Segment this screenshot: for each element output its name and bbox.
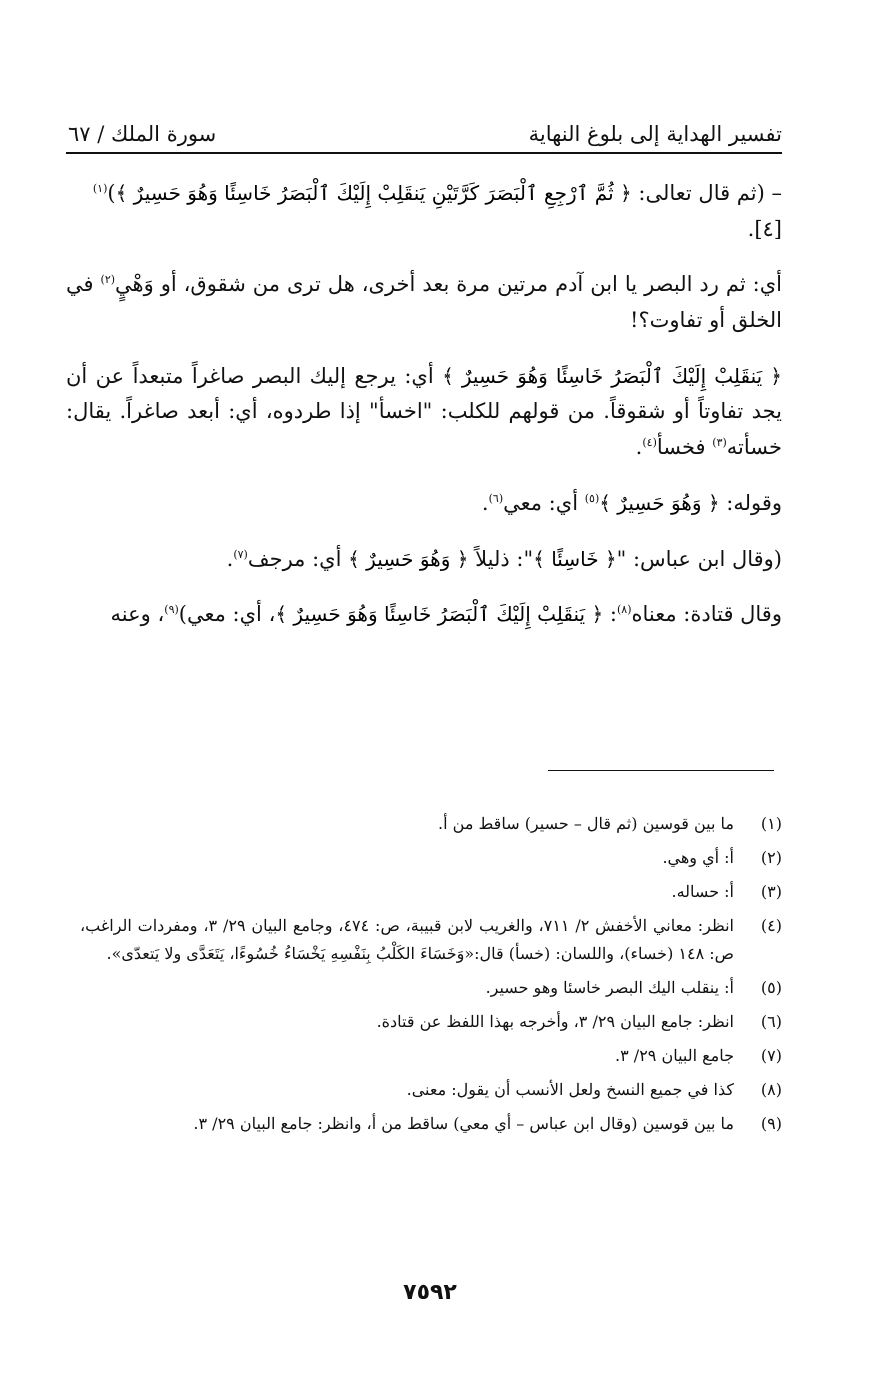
footnote-text: انظر: معاني الأخفش ٢/ ٧١١، والغريب لابن قبيبة، ص: ٤٧٤، وجامع البيان ٢٩/ ٣، ومفردات الراغب، ص: ١٤٨ (خساء)، واللسان: (خسأ) قال:«وَخَسَاءَ الكَلْبُ بِنَفْسِهِ يَخْسَاءُ خُسُوءًا، يَتَعَدَّى ولا يَتعدّى». — [80, 916, 734, 963]
footnote-number: (٣) — [760, 882, 782, 901]
text: أي: معي — [503, 490, 585, 515]
footnote-text: انظر: جامع البيان ٢٩/ ٣، وأخرجه بهذا اللفظ عن قتادة. — [376, 1012, 734, 1031]
footnote-item — [80, 912, 782, 968]
text: ) — [107, 181, 116, 205]
footnote-ref[interactable]: (٨) — [616, 603, 632, 617]
footnote-ref[interactable]: (٤) — [642, 436, 657, 450]
text: : — [603, 602, 617, 627]
paragraph-6 — [66, 597, 782, 633]
footnote-ref[interactable]: (٩) — [164, 603, 179, 617]
header-rule — [66, 152, 782, 154]
verse-number: [٤]. — [747, 216, 782, 241]
quran-verse: ﴿ وَهُوَ حَسِيرٌ ﴾ — [348, 546, 469, 571]
footnote-number: (٦) — [760, 1012, 782, 1031]
footnote-number: (٢) — [760, 848, 782, 867]
footnote-number: (٩) — [760, 1114, 782, 1133]
text: أي: مرجف — [247, 546, 349, 571]
footnote-text: ما بين قوسين (ثم قال – حسير) ساقط من أ. — [438, 814, 734, 833]
footnote-text: أ: حساله. — [671, 882, 734, 901]
text: فخسأ — [656, 435, 713, 460]
text: ، وعنه — [110, 602, 165, 627]
book-title: تفسير الهداية إلى بلوغ النهاية — [528, 122, 782, 146]
footnote-item — [80, 1008, 782, 1036]
footnote-item — [80, 1076, 782, 1104]
text: في الخلق أو تفاوت؟! — [66, 272, 782, 333]
footnote-ref[interactable]: (٣) — [712, 436, 727, 450]
footnote-rule — [548, 770, 774, 771]
footnotes — [80, 810, 782, 1144]
running-header — [68, 112, 782, 146]
paragraph-2 — [66, 267, 782, 338]
footnote-item — [80, 1110, 782, 1138]
text: وقوله: — [719, 490, 782, 515]
quran-verse: ﴿ ثُمَّ ٱرْجِعِ ٱلْبَصَرَ كَرَّتَيْنِ يَنقَلِبْ إِلَيْكَ ٱلْبَصَرُ خَاسِئًا وَهُوَ حَسِيرٌ ﴾ — [115, 181, 632, 205]
footnote-ref[interactable]: (٢) — [100, 273, 116, 287]
text: ": ذليلاً — [468, 546, 534, 571]
footnote-item — [80, 974, 782, 1002]
paragraph-4 — [66, 486, 782, 522]
paragraph-1 — [66, 176, 782, 247]
footnote-text: جامع البيان ٢٩/ ٣. — [615, 1046, 734, 1065]
footnote-number: (١) — [760, 814, 782, 833]
footnote-item — [80, 1042, 782, 1070]
text: . — [635, 435, 643, 460]
footnote-number: (٥) — [760, 978, 782, 997]
footnote-number: (٧) — [760, 1046, 782, 1065]
text: . — [226, 546, 234, 571]
quran-verse: ﴿ يَنقَلِبْ إِلَيْكَ ٱلْبَصَرُ خَاسِئًا وَهُوَ حَسِيرٌ ﴾ — [275, 602, 604, 627]
surah-page-label: سورة الملك / ٦٧ — [68, 122, 217, 146]
footnote-ref[interactable]: (٧) — [233, 547, 248, 561]
footnote-number: (٤) — [760, 916, 782, 935]
footnote-number: (٨) — [760, 1080, 782, 1099]
text: – (ثم قال تعالى: — [631, 181, 782, 205]
text: أي: ثم رد البصر يا ابن آدم مرتين مرة بعد أخرى، هل ترى من شقوق، أو وَهْيٍ — [115, 272, 782, 297]
quran-verse: ﴿ وَهُوَ حَسِيرٌ ﴾ — [599, 490, 720, 515]
paragraph-3 — [66, 359, 782, 466]
footnote-text: أ: أي وهي. — [662, 848, 734, 867]
text: أي: يرجع إليك البصر صاغراً متبعداً عن أن يجد تفاوتاً أو شقوقاً. من قولهم للكلب: "اخسأ" إذا طردوه، أي: أبعد صاغراً. يقال: خسأته — [66, 363, 782, 460]
text: (وقال ابن عباس: " — [616, 546, 782, 571]
footnote-item — [80, 844, 782, 872]
footnote-ref[interactable]: (٦) — [488, 491, 504, 505]
footnote-item — [80, 810, 782, 838]
footnote-text: أ: ينقلب اليك البصر خاسئا وهو حسير. — [485, 978, 734, 997]
footnote-text: كذا في جميع النسخ ولعل الأنسب أن يقول: معنى. — [406, 1080, 734, 1099]
main-text — [66, 176, 782, 653]
text: ، أي: معي) — [178, 602, 276, 627]
paragraph-5 — [66, 542, 782, 578]
footnote-text: ما بين قوسين (وقال ابن عباس – أي معي) ساقط من أ، وانظر: جامع البيان ٢٩/ ٣. — [193, 1114, 734, 1133]
footnote-ref[interactable]: (٥) — [584, 491, 600, 505]
quran-verse: ﴿ خَاسِئًا ﴾ — [533, 546, 617, 571]
text: وقال قتادة: معناه — [631, 602, 782, 627]
footnote-ref[interactable]: (١) — [92, 182, 108, 195]
footnote-item — [80, 878, 782, 906]
quran-verse: ﴿ يَنقَلِبْ إِلَيْكَ ٱلْبَصَرُ خَاسِئًا وَهُوَ حَسِيرٌ ﴾ — [442, 363, 783, 388]
page-number: ٧٥٩٢ — [403, 1280, 457, 1305]
text: . — [481, 490, 489, 515]
